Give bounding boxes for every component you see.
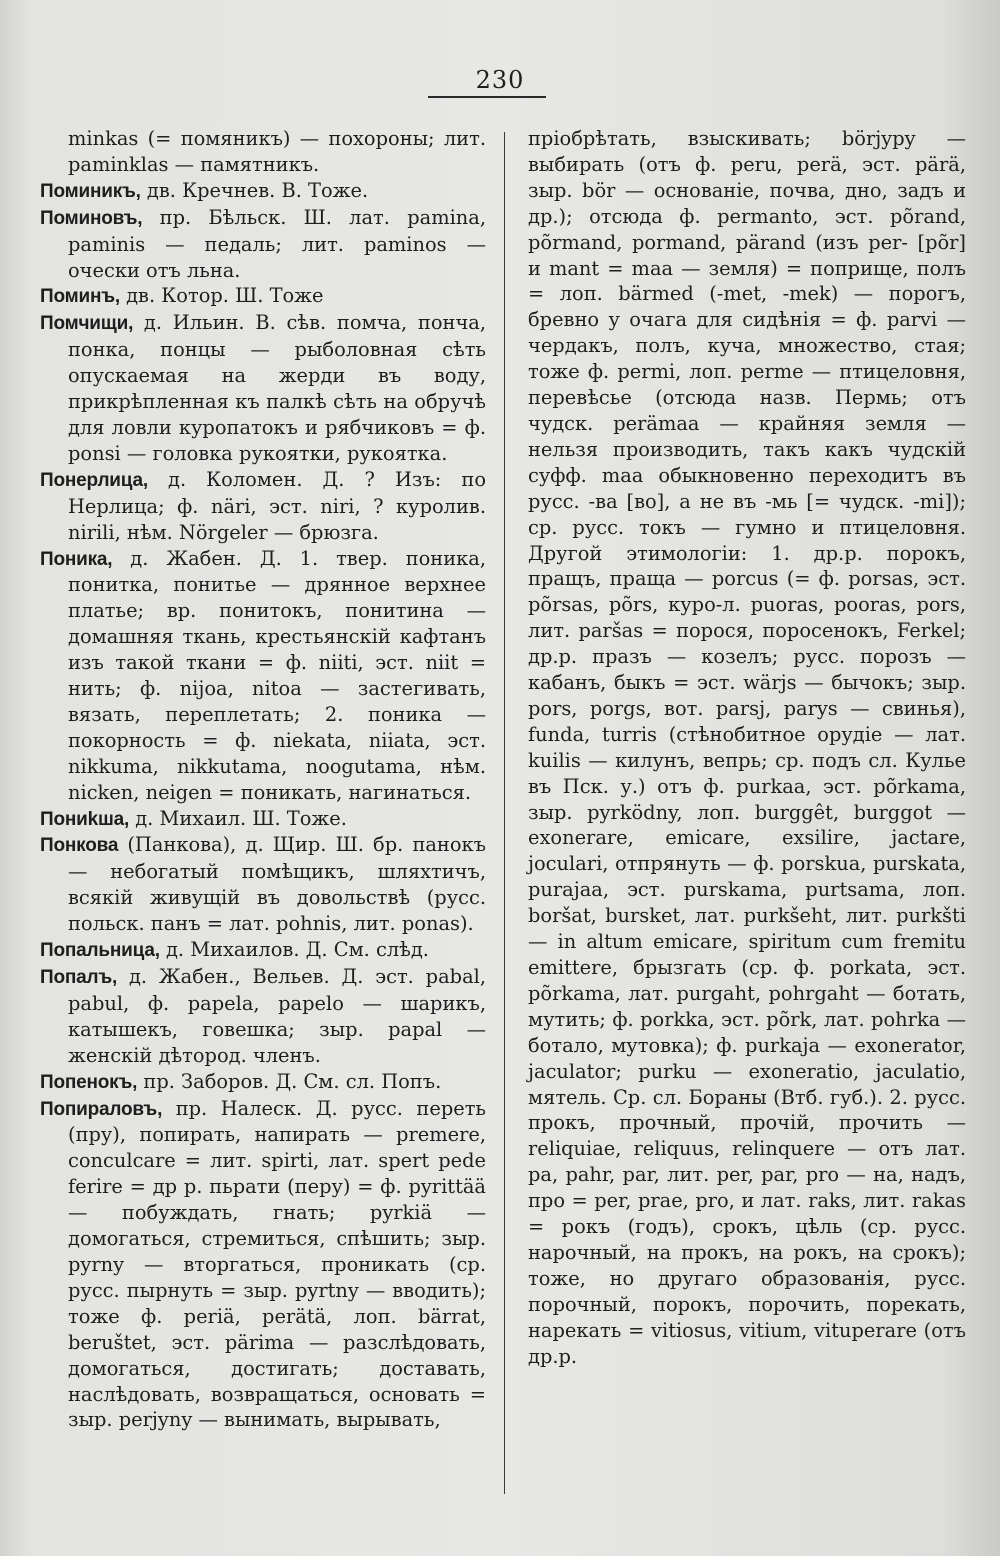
dictionary-entry [40,205,486,284]
dictionary-entry [40,283,486,310]
entry-headword: Поминъ, [40,286,120,308]
dictionary-entry [40,806,486,833]
entry-headword: Пониkша, [40,808,130,830]
entry-definition: дв. Кречнев. В. Тоже. [140,178,369,202]
dictionary-entry [40,178,486,205]
entry-headword: Попенокъ, [40,1071,138,1093]
dictionary-entry [40,832,486,937]
continued-entry-right: пріобрѣтать, взыскивать; börjypy — выбирать (отъ ф. peru, perä, эст. pärä, зыр. bör — основаніе, почва, дно, задъ и др.); отсюда ф. permanto, эст. põrand, põrmand, pormand, pärand (изъ per- [põr] и mant = maa — земля) = поприще, полъ = лоп. bärmed (-met, -mek) — порогъ, бревно у очага для сидѣнія = ф. parvi — чердакъ, полъ, куча, множество, стая; тоже ф. permi, лоп. perme — птицеловня, перевѣсье (отсюда назв. Пермь; отъ чудск. perämaa — крайняя земля — нельзя производить, такъ какъ чудскій суфф. maa обыкновенно переходитъ въ русс. -ва [во], а не въ -мь [= чудск. -mi]); ср. русс. токъ — гумно и птицеловня. Другой этимологіи: 1. др.р. порокъ, пращъ, праща — porcus (= ф. porsas, эст. põrsas, põrs, куро-л. puoras, pooras, pors, лит. paršas = порося, поросенокъ, Ferkel; др.р. празъ — козелъ; русс. порозъ — кабанъ, быкъ = эст. wärjs — бычокъ; зыр. pors, porgs, вот. parsj, parys — свинья), funda, turris (стѣнобитное орудіе — лат. kuilis — килунъ, вепрь; ср. подъ сл. Кулье въ Пск. у.) отъ ф. purkaa, эст. põrkama, зыр. pyrködny, лоп. burggêt, burggot — exonerare, emicare, exsilire, jactare, joculari, отпрянуть — ф. porskua, purskata, purajaa, эст. purskama, purtsama, лоп. boršat, bursket, лат. purkšeht, лит. purkšti — in altum emicare, spiritum cum fremitu emittere, брызгать (ср. ф. porkata, эст. põrkama, лат. purgaht, pohrgaht — ботать, мутить; ф. porkka, эст. põrk, лат. pohrka — ботало, мутовка); ф. purkaja — exonerator, jaculator; purku — exoneratio, jaculatio, мятель. Ср. сл. Бораны (Втб. губ.). 2. русс. прокъ, прочный, прочій, прочить — reliquiae, reliquus, relinquere — отъ лат. pa, pahr, par, лит. per, par, pro — на, надъ, про = per, prae, pro, и лат. raks, лит. rakas = рокъ (годъ), срокъ, цѣль (ср. русс. нарочный, на прокъ, на рокъ, на срокъ); тоже, но другаго образованія, русс. порочный, порокъ, порочить, порекать, нарекать = vitiosus, vitium, vituperare (отъ др.р. [528,127,966,1368]
entry-definition: д. Коломен. Д. ? Изъ: по Нерлица; ф. näri, эст. niri, ? куролив. nirili, нѣм. Nörgeler — брюзга. [68,467,486,544]
page-number: 230 [475,66,525,94]
entry-definition: д. Ильин. В. сѣв. помча, пончa, понка, понцы — рыболовная сѣть опускаемая на жерди въ воду, прикрѣпленная къ палкѣ сѣть на обручѣ для ловли куропатокъ и рябчиковъ = ф. ponsi — головка рукоятки, рукоятка. [68,311,486,465]
dictionary-entry [40,310,486,466]
right-column [528,126,966,1370]
entry-headword: Попираловъ, [40,1098,163,1120]
dictionary-entry [40,937,486,964]
entry-headword: Поминикъ, [40,180,141,202]
entry-headword: Попальница, [40,940,160,962]
column-divider [504,132,505,1494]
entry-list [40,178,486,1434]
entry-definition: д. Жабен. Д. 1. твер. поника, понитка, понитье — дрянное верхнее платье; вр. понитокъ, понитина — домашняя ткань, крестьянскій кафтанъ изъ такой ткани = ф. niiti, эст. niit = нить; ф. nijoa, nitoa — застегивать, вязать, переплетать; 2. поника — покорность = ф. niekata, niiata, эст. nikkuma, nikkutama, noogutama, нѣм. nicken, neigen = поникать, нагинаться. [68,546,486,804]
entry-definition: пр. Заборов. Д. См. сл. Попъ. [137,1069,442,1093]
dictionary-entry [40,1069,486,1096]
continued-entry: minkas (= помяникъ) — похороны; лит. paminklas — памятникъ. [68,127,486,176]
entry-definition: дв. Котор. Ш. Тоже [119,284,324,308]
entry-headword: Поминовъ, [40,207,143,229]
entry-definition: пр. Налеск. Д. русс. переть (пру), попирать, напирать — premere, conculcare = лит. spirti, лат. spert pede ferire = др р. пьрати (перу) = ф. pyrittää — побуждать, гнать; pyrkiä — домогаться, стремиться, спѣшить; зыр. pyrny — вторгаться, проникать (ср. русс. пырнуть = зыр. pyrtny — вводить); тоже ф. periä, perätä, лоп. bärrat, beruštet, эст. pärima — разслѣдовать, домогаться, достигать; доставать, наслѣдовать, возвращаться, основать = зыр. perjyny — вынимать, вырывать, [68,1096,486,1432]
entry-headword: Понерлица, [40,469,148,491]
entry-headword: Помчищи, [40,313,134,335]
dictionary-entry [40,546,486,806]
entry-headword: Попалъ, [40,967,118,988]
entry-definition: д. Михаил. Ш. Тоже. [129,806,347,830]
entry-definition: (Панкова), д. Щир. Ш. бр. панокъ — небогатый помѣщикъ, шляхтичъ, всякій живущій въ довольствѣ (русс. польск. панъ = лат. pohnis, лит. ponas). [68,833,486,936]
entry-definition: д. Михаилов. Д. См. слѣд. [159,938,429,962]
entry-headword: Понкова [40,835,119,857]
entry-definition: д. Жабен., Вельев. Д. эст. pabal, pabul, ф. papela, papelo — шарикъ, катышекъ, говешка; зыр. papal — женскій дѣтород. членъ. [68,965,486,1067]
header-rule [428,96,546,98]
entry-headword: Поника, [40,548,113,570]
dictionary-entry [40,467,486,546]
left-column [40,126,486,1433]
dictionary-entry [40,964,486,1069]
entry-definition: пр. Бѣльск. Ш. лат. pamina, paminis — педаль; лит. paminos — очески отъ льна. [68,205,486,282]
dictionary-entry [40,1096,486,1434]
